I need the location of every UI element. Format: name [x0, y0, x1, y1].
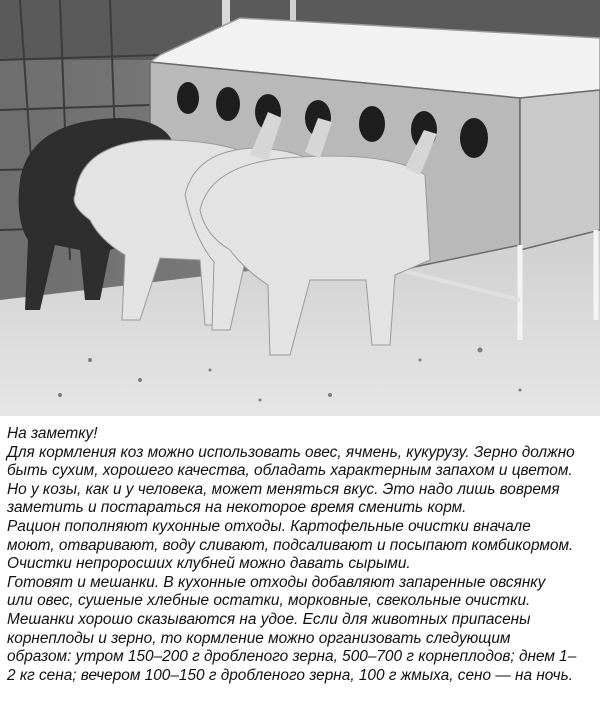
feeding-note: [7, 425, 597, 685]
note-line: моют, отваривают, воду сливают, подсаливают и посыпают комбикормом.: [7, 536, 574, 554]
note-heading: На заметку!: [7, 425, 98, 442]
note-line: Рацион пополняют кухонные отходы. Картофельные очистки вначале: [7, 517, 531, 535]
note-line: Очистки непроросших клубней можно давать сырыми.: [7, 555, 411, 573]
note-line: корнеплоды и зерно, то кормление можно организовать следующим: [7, 629, 511, 647]
note-line: Для кормления коз можно использовать овес, ячмень, кукурузу. Зерно должно: [7, 443, 575, 461]
note-line: образом: утром 150–200 г дробленого зерна, 500–700 г корнеплодов; днем 1–: [7, 648, 577, 666]
note-line: Готовят и мешанки. В кухонные отходы добавляют запаренные овсянку: [7, 573, 546, 591]
note-line: Мешанки хорошо сказываются на удое. Если для животных припасены: [7, 610, 531, 628]
note-line: 2 кг сена; вечером 100–150 г дробленого зерна, 100 г жмыха, сено — на ночь.: [7, 666, 573, 684]
note-line: заметить и постараться на некоторое время сменить корм.: [7, 499, 467, 517]
note-line: или овес, сушеные хлебные остатки, морковные, свекольные очистки.: [7, 592, 531, 610]
note-line: быть сухим, хорошего качества, обладать характерным запахом и цветом.: [7, 462, 573, 480]
note-line: Но у козы, как и у человека, может меняться вкус. Это надо лишь вовремя: [7, 480, 560, 498]
